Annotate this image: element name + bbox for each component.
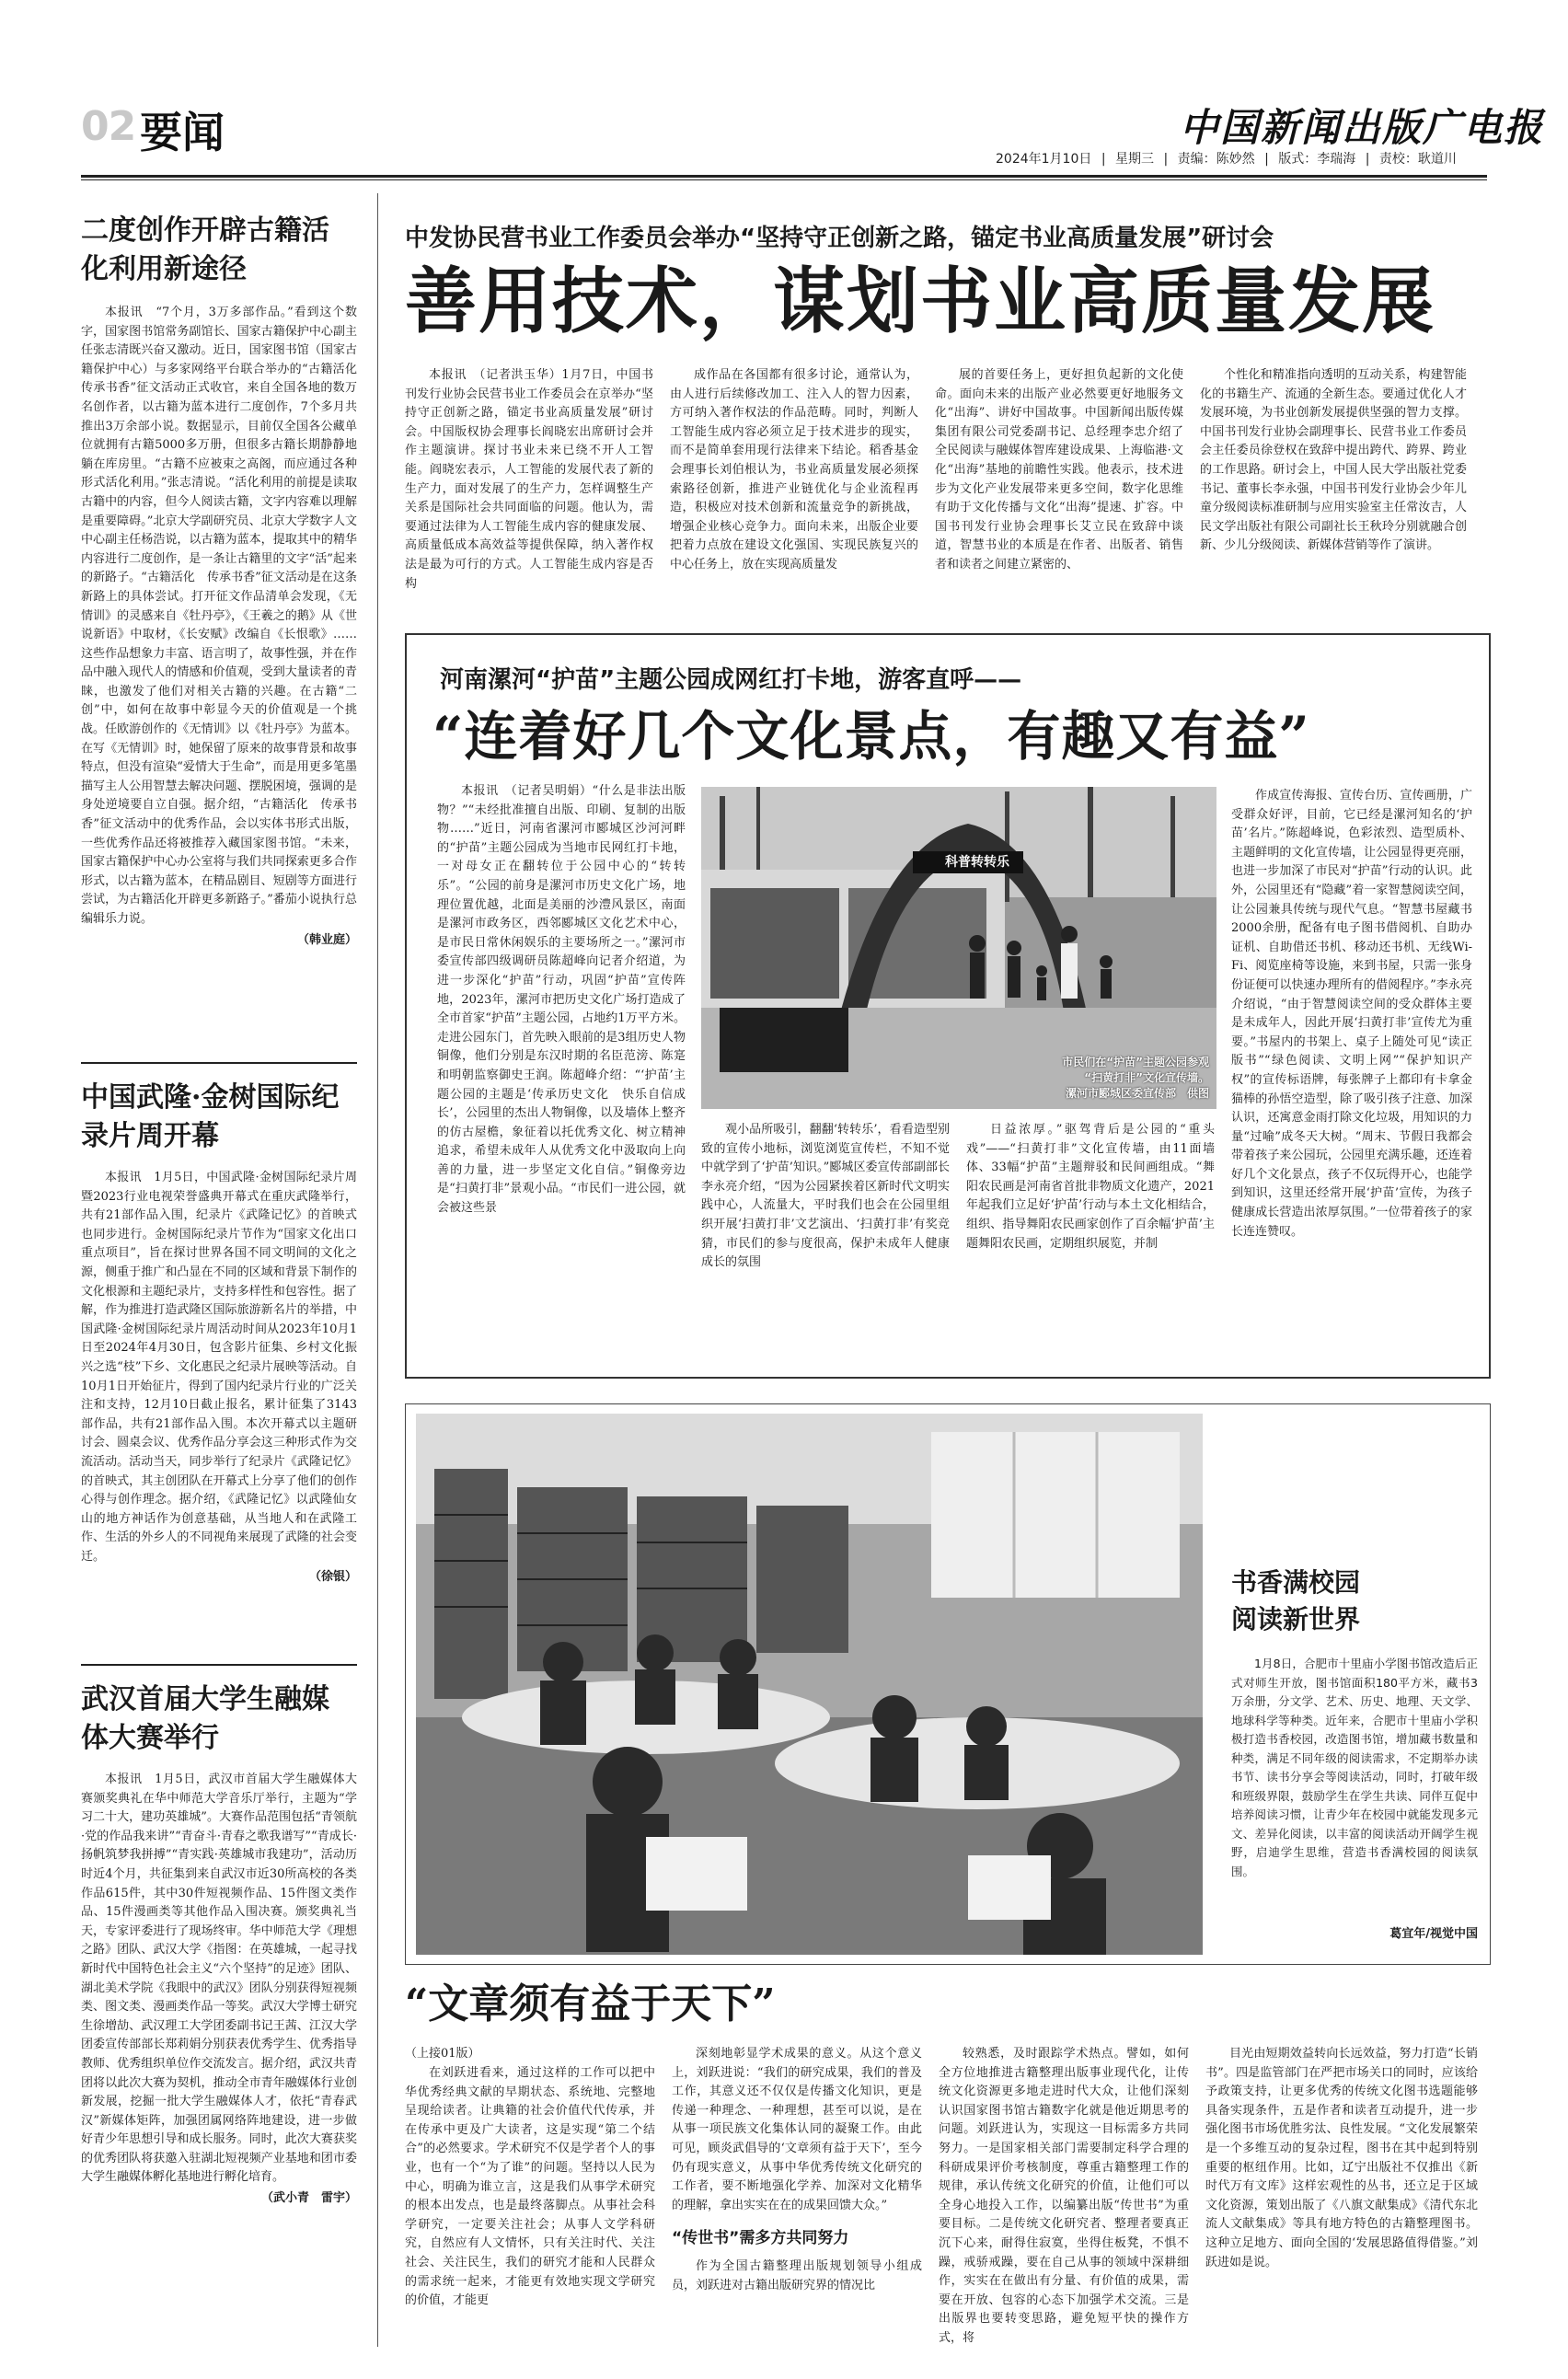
left-divider-2 bbox=[81, 1664, 357, 1666]
wenzhang-subhead: “传世书”需多方共同努力 bbox=[672, 2229, 849, 2248]
article-guji-author: （韩业庭） bbox=[296, 932, 357, 947]
masthead-meta: 2024年1月10日 | 星期三 | 责编：陈妙然 | 版式：李瑞海 | 责校：耿道川 bbox=[996, 152, 1457, 167]
left-column bbox=[81, 212, 370, 947]
article-wuhan-body: 本报讯 1月5日，武汉市首届大学生融媒体大赛颁奖典礼在华中师范大学音乐厅举行，主题为“学习二十大，建功英雄城”。大赛作品范围包括“青领航·党的作品我来讲”“青奋斗·青春之歌我谱写”“青成长·扬帆筑梦我拼搏”“青实践·英雄城市我建功”，活动历时近4个月，共征集到来自武汉市近30所高校的各类作品615件，其中30件短视频作品、15件图文类作品、15件漫画类等其他作品入围决赛。颁奖典礼当天，专家评委进行了现场终审。华中师范大学《理想之路》团队、武汉大学《指图：在英雄城，一起寻找新时代中国特色社会主义“六个坚持”的足迹》团队、湖北美术学院《我眼中的武汉》团队分别获得短视频类、图文类、漫画类作品一等奖。武汉大学博士研究生徐增劼、武汉理工大学团委副书记王茜、江汉大学团委宣传部部长郑莉娟分别获表优秀学生、优秀指导教师、优秀组织单位作交流发言。据介绍，武汉共青团将以此次大赛为契机，推动全市青年融媒体行业创新发展，挖掘一批大学生融媒体人才，依托“青春武汉”新媒体矩阵，加强团属网络阵地建设，进一步做好青少年思想引导和成长服务。同时，此次大赛获奖的优秀团队将获邀入驻湖北短视频产业基地和团市委大学生融媒体孵化基地进行孵化培育。 bbox=[81, 1773, 357, 2185]
reading-body: 1月8日，合肥市十里庙小学图书馆改造后正式对师生开放，图书馆面积180平方米，藏书3万余册，分文学、艺术、历史、地理、天文学、地球科学等种类。近年来，合肥市十里庙小学积极打造书香校园，改造图书馆，增加藏书数量和种类，满足不同年级的阅读需求，不定期举办读书节、读书分享会等阅读活动，同时，打破年级和班级界限，鼓励学生在学生共读、同伴互促中培养阅读习惯，让青少年在校园中就能发现多元文、差异化阅读，以丰富的阅读活动开阔学生视野，启迪学生思维，营造书香满校园的阅读氛围。 bbox=[1231, 1657, 1478, 1878]
henan-photo bbox=[701, 787, 1216, 1109]
henan-col-3: 日益浓厚。”驱驾背后是公园的“重头戏”——“扫黄打非”文化宣传墙，由11面墙体、33幅“护苗”主题辩驳和民间画组成。“舞阳农民画是河南省首批非物质文化遗产，2021年起我们立足好‘护苗’行动与本土文化相结合，组织、指导舞阳农民画家创作了百余幅‘护苗’主题舞阳农民画，定期组织展览，并制 bbox=[966, 1123, 1215, 1251]
caption-line-1: 市民们在“护苗”主题公园参观 bbox=[1062, 1056, 1209, 1068]
henan-col-2: 观小品所吸引，翻翻‘转转乐’，看看造型别致的宣传小地标，浏览浏览宣传栏，不知不觉中就学到了‘护苗’知识。”郾城区委宣传部副部长李永亮介绍，“因为公园紧挨着区新时代文明实践中心，人流量大，平时我们也会在公园里组织开展‘扫黄打非’文艺演出、‘扫黄打非’有奖竞猜，市民们的参与度很高，保护未成年人健康成长的氛围 bbox=[701, 1123, 950, 1270]
reading-title-line-1: 书香满校园 bbox=[1231, 1567, 1361, 1598]
henan-col-1: 本报讯 （记者吴明娟）“什么是非法出版物？”“未经批准擅自出版、印刷、复制的出版物……”近日，河南省漯河市郾城区沙河河畔的“护苗”主题公园成为当地市民网红打卡地，一对母女正在翻转位于公园中心的“转转乐”。“公园的前身是漯河市历史文化广场，地理位置优越，北面是美丽的沙澧风景区，南面是漯河市政务区，西邻郾城区文化艺术中心，是市民日常休闲娱乐的主要场所之一。”漯河市委宣传部四级调研员陈超峰向记者介绍道，为进一步深化“护苗”行动，巩固“护苗”宣传阵地，2023年，漯河市把历史文化广场打造成了全市首家“护苗”主题公园，占地约1万平方米。走进公园东门，首先映入眼前的是3组历史人物铜像，他们分别是东汉时期的名臣范滂、陈寔和明朝监察御史王润。陈超峰介绍：“‘护苗’主题公园的主题是‘传承历史文化 快乐自信成长’，公园里的杰出人物铜像，以及墙体上整齐的仿古屋檐，象征着以托优秀文化、树立精神追求，希望未成年人从优秀文化中汲取向上向善的力量，进一步坚定文化自信。”铜像旁边是“扫黄打非”景观小品。“市民们一进公园，就会被这些景 bbox=[437, 784, 686, 1216]
henan-title: “连着好几个文化景点，有趣又有益” bbox=[432, 705, 1310, 768]
wenzhang-col-3: 较熟悉，及时跟踪学术热点。譬如，如何全方位地推进古籍整理出版事业现代化，让传统文化资源更多地走进时代大众，让他们深刻认识国家图书馆古籍数字化就是他近期思考的问题。刘跃进认为，实现这一目标需多方共同努力。一是国家相关部门需要制定科学合理的科研成果评价考核制度，尊重古籍整理工作的规律，承认传统文化研究的价值，让他们可以全身心地投入工作，以编纂出版“传世书”为重要目标。二是传统文化研究者、整理者要真正沉下心来，耐得住寂寞，坐得住板凳，不惧不躁，戒骄戒躁，要在自己从事的领域中深耕细作，实实在在做出有分量、有价值的成果，需要在开放、包容的心态下加强学术交流。三是出版界也要转变思路，避免短平快的操作方式，将 bbox=[939, 2047, 1189, 2345]
article-guji-title: 二度创作开辟古籍活化利用新途径 bbox=[81, 214, 329, 285]
proofreader: 责校：耿道川 bbox=[1378, 152, 1457, 167]
column-vertical-rule bbox=[377, 193, 378, 2347]
article-guji-body: 本报讯 “7个月，3万多部作品。”看到这个数字，国家图书馆常务副馆长、国家古籍保护中心副主任张志清既兴奋又激动。近日，国家图书馆（国家古籍保护中心）与多家网络平台联合举办的“古籍活化 传承书香”征文活动正式收官，来自全国各地的数万名创作者，以古籍为蓝本进行二度创作，7个多月共推出3万余部小说。数据显示，目前仅全国各公藏单位就拥有古籍5000多万册，但很多古籍长期静静地躺在库房里。“古籍不应被束之高阁，而应通过各种形式活化利用。”张志清说。“活化利用的前提是读取古籍中的内容，但今人阅读古籍，文字内容难以理解是重要障碍。”北京大学副研究员、北京大学数字人文中心副主任杨浩说，以古籍为蓝本，提取其中的精华内容进行二度创作，是一条让古籍里的文字“活”起来的新路子。“古籍活化 传承书香”征文活动是在这条新路上的具体尝试。打开征文作品清单会发现，《无情训》的灵感来自《牡丹亭》，《王羲之的鹅》从《世说新语》中取材，《长安赋》改编自《长恨歌》……这些作品想象力丰富、语言明了，故事性强，并在作品中融入现代人的情感和价值观，受到大量读者的青睐，也激发了他们对相关古籍的兴趣。在古籍“二创”中，如何在故事中彰显今天的价值观是一个挑战。任欧游创作的《无情训》以《牡丹亭》为蓝本。在写《无情训》时，她保留了原来的故事背景和故事特点，但没有渲染“爱情大于生命”，而是用更多笔墨描写主人公用智慧去解决问题、摆脱困境，强调的是身处逆境要自立自强。据介绍，“古籍活化 传承书香”征文活动中的优秀作品，会以实体书形式出版，一些优秀作品还将被推荐入藏国家图书馆。“未来，国家古籍保护中心办公室将与我们共同探索更多合作形式，以古籍为蓝本，在精品剧目、短剧等方面进行尝试，为古籍活化开辟更多新路子。”番茄小说执行总编辑乐力说。 bbox=[81, 306, 370, 926]
library-scene-illustration bbox=[416, 1414, 1203, 1955]
henan-photo-caption bbox=[1062, 1055, 1209, 1102]
article-wulong-body: 本报讯 1月5日，中国武隆·金树国际纪录片周暨2023行业电视荣誉盛典开幕式在重庆武隆举行，共有21部作品入围，纪录片《武隆记忆》的首映式也同步进行。金树国际纪录片节作为“国家文化出口重点项目”，旨在探讨世界各国不同文明间的文化之源，侧重于推广和凸显在不同的区域和背景下制作的文化根源和主题纪录片，支持多样性和包容性。据了解，作为推进打造武隆区国际旅游新名片的举措，中国武隆·金树国际纪录片周活动时间从2023年10月1日至2024年4月30日，包含影片征集、乡村文化振兴之选“枝”下乡、文化惠民之纪录片展映等活动。自10月1日开始征片，得到了国内纪录片行业的广泛关注和支持，12月10日截止报名，累计征集了3143部作品，共有21部作品入围。本次开幕式以主题研讨会、圆桌会议、优秀作品分享会这三种形式作为交流活动。活动当天，同步举行了纪录片《武隆记忆》的首映式，其主创团队在开幕式上分享了他们的创作心得与创作理念。据介绍，《武隆记忆》以武隆仙女山的地方神话作为创意基础，从当地人和在武隆工作、生活的外乡人的不同视角来展现了武隆的社会变迁。 bbox=[81, 1171, 357, 1564]
paper-name: 中国新闻出版广电报 bbox=[1180, 105, 1545, 150]
article-wulong-author: （徐银） bbox=[308, 1570, 357, 1585]
masthead-rule-thin bbox=[81, 179, 1487, 180]
masthead bbox=[0, 0, 1568, 184]
caption-line-3: 漯河市郾城区委宣传部 供图 bbox=[1065, 1087, 1209, 1100]
henan-col-4: 作成宣传海报、宣传台历、宣传画册，广受群众好评，目前，它已经是漯河知名的‘护苗’名片。”陈超峰说，色彩浓烈、造型质朴、主题鲜明的文化宣传墙，让公园显得更亮丽，也进一步加深了市民对“护苗”行动的认识。此外，公园里还有“隐藏”着一家智慧阅读空间，让公园兼具传统与现代气息。“智慧书屋藏书2000余册，配备有电子图书借阅机、自助办证机、自助借还书机、移动还书机、无线Wi-Fi、阅览座椅等设施，来到书屋，只需一张身份证便可以快速办理所有的借阅程序。”李永亮介绍说，“由于智慧阅读空间的受众群体主要是未成年人，因此开展‘扫黄打非’宣传尤为重要。”书屋内的书架上、桌子上随处可见“读正版书”“绿色阅读、文明上网”“保护知识产权”的宣传标语牌，每张牌子上都印有卡拿金猫棒的孙悟空造型，除了吸引孩子注意、加深认识，还寓意金雨打除文化垃圾，用知识的力量“过喻”成冬天大树。“周末、节假日我都会带着孩子来公园玩，公园里充满乐趣，还连着好几个文化景点，孩子不仅玩得开心，也能学到知识，这里还经常开展‘护苗’宣传，为孩子健康成长营造出浓厚氛围。”一位带着孩子的家长连连赞叹。 bbox=[1231, 789, 1472, 1239]
article-wulong-title: 中国武隆·金树国际纪录片周开幕 bbox=[81, 1081, 340, 1152]
editor: 责编：陈妙然 bbox=[1177, 152, 1255, 167]
wenzhang-col-2: 深刻地彰显学术成果的意义。从这个意义上，刘跃进说：“我们的研究成果，我们的普及工作，其意义还不仅仅是传播文化知识，更是传递一种理念、一种理想，甚至可以说，是在从事一项民族文化集体认同的凝聚工作。由此可见，顾炎武倡导的‘文章须有益于天下’，至今仍有现实意义，从事中华优秀传统文化研究的工作者，要不断地强化学养、加深对文化精华的理解，拿出实实在在的成果回馈大众。” bbox=[672, 2047, 922, 2212]
wenzhang-col-4: 目光由短期效益转向长远效益，努力打造“长销书”。四是监管部门在严把市场关口的同时，应该给予政策支持，让更多优秀的传统文化图书选题能够具备实现条件，五是作者和读者互动提升，进一步强化图书市场优胜劣汰、良性发展。“文化发展繁荣是一个多维互动的复杂过程，图书在其中起到特别重要的枢纽作用。比如，辽宁出版社不仅推出《新时代万有文库》这样宏观性的丛书，还立足于区域文化资源，策划出版了《八旗文献集成》《清代东北流人文献集成》等具有地方特色的古籍整理图书。这种立足地方、面向全国的‘发展思路值得借鉴。”刘跃进如是说。 bbox=[1205, 2047, 1478, 2269]
henan-photo-sign: 科普转转乐 bbox=[945, 855, 1009, 870]
wenzhang-col-2-wrap bbox=[672, 2045, 922, 2296]
masthead-rule bbox=[81, 175, 1487, 178]
wenzhang-title: “文章须有益于天下” bbox=[405, 1981, 776, 2027]
reading-title bbox=[1231, 1565, 1360, 1638]
wenzhang-continued: （上接01版） bbox=[405, 2047, 480, 2061]
library-photo bbox=[416, 1414, 1203, 1955]
page-number: 02 bbox=[81, 103, 136, 150]
left-column-2 bbox=[81, 1079, 357, 1584]
lead-col-2: 成作品在各国都有很多讨论，通常认为，由人进行后续修改加工、注入人的智力因素，方可纳入著作权法的作品范畴。同时，判断人工智能生成内容必须立足于技术进步的现实，而不是简单套用现行法律来下结论。稻香基金会理事长刘伯根认为，书业高质量发展必须探索路径创新，推进产业链优化与企业流程再造，积极应对技术创新和流量竞争的新挑战，增强企业核心竞争力。面向未来，出版企业要把着力点放在建设文化强国、实现民族复兴的中心任务上，放在实现高质量发 bbox=[670, 368, 918, 572]
lead-col-1: 本报讯 （记者洪玉华）1月7日，中国书刊发行业协会民营书业工作委员会在京举办“坚持守正创新之路，锚定书业高质量发展”研讨会。中国版权协会理事长阎晓宏出席研讨会并作主题演讲。探讨书业未来已绕不开人工智能。阎晓宏表示，人工智能的发展代表了新的生产力，面对发展了的生产力，怎样调整生产关系是国际社会共同面临的问题。他认为，需要通过法律为人工智能生成内容的健康发展、高质量低成本高效益等提供保障，纳入著作权法是最为可行的方式。人工智能生成内容是否构 bbox=[405, 368, 653, 591]
lead-col-4: 个性化和精准指向透明的互动关系，构建智能化的书籍生产、流通的全新生态。要通过优化人才发展环境，为书业创新发展提供坚强的智力支撑。中国书刊发行业协会副理事长、民营书业工作委员会主任委员徐登权在致辞中提出跨代、跨界、跨业的工作思路。研讨会上，中国人民大学出版社党委书记、董事长李永强，中国书刊发行业协会少年儿童分级阅读标准研制与应用实验室主任常汝吉，人民文学出版社有限公司副社长王秋玲分别就融合创新、少儿分级阅读、新媒体营销等作了演讲。 bbox=[1200, 368, 1467, 553]
layout-editor: 版式：李瑞海 bbox=[1278, 152, 1356, 167]
lead-kicker: 中发协民营书业工作委员会举办“坚持守正创新之路，锚定书业高质量发展”研讨会 bbox=[405, 225, 1274, 252]
caption-line-2: “扫黄打非”文化宣传墙。 bbox=[1084, 1071, 1209, 1084]
weekday: 星期三 bbox=[1114, 152, 1154, 167]
date: 2024年1月10日 bbox=[996, 152, 1092, 167]
left-divider-1 bbox=[81, 1062, 357, 1064]
henan-kicker: 河南漯河“护苗”主题公园成网红打卡地，游客直呼—— bbox=[440, 666, 1022, 694]
lead-col-3: 展的首要任务上，更好担负起新的文化使命。面向未来的出版产业必然要更好地服务文化“出海”、讲好中国故事。中国新闻出版传媒集团有限公司党委副书记、总经理李忠介绍了全民阅读与融媒体智库建设成果、上海临港·文化“出海”基地的前瞻性实践。他表示，技术进步为文化产业发展带来更多空间，数字化思维有助于文化传播与文化“出海”提速、扩容。中国书刊发行业协会理事长艾立民在致辞中谈道，智慧书业的本质是在作者、出版者、销售者和读者之间建立紧密的、 bbox=[935, 368, 1183, 572]
reading-title-line-2: 阅读新世界 bbox=[1231, 1604, 1361, 1634]
lead-title: 善用技术，谋划书业高质量发展 bbox=[405, 260, 1436, 343]
reading-credit: 葛宜年/视觉中国 bbox=[1389, 1927, 1478, 1941]
left-column-3 bbox=[81, 1680, 357, 2205]
section-name: 要闻 bbox=[140, 108, 225, 157]
article-wuhan-title: 武汉首届大学生融媒体大赛举行 bbox=[81, 1683, 329, 1754]
wenzhang-col-2b: 作为全国古籍整理出版规划领导小组成员，刘跃进对古籍出版研究界的情况比 bbox=[672, 2259, 922, 2292]
wenzhang-col-1: 在刘跃进看来，通过这样的工作可以把中华优秀经典文献的早期状态、系统地、完整地呈现给读者。让典籍的社会价值代代传承，并在传承中更及广大读者，这是实现“第二个结合”的必然要求。学术研究不仅是学者个人的事业，也有一个“为了谁”的问题。坚持以人民为中心，明确为谁立言，这是我们从事学术研究的根本出发点，也是最终落脚点。从事社会科学研究，一定要关注社会；从事人文学科研究，自然应有人文情怀，只有关注时代、关注社会、关注民生，我们的研究才能和人民群众的需求统一起来，才能更有效地实现文学研究的价值，才能更 bbox=[405, 2066, 655, 2308]
article-wuhan-author: （武小青 雷宇） bbox=[260, 2191, 357, 2206]
